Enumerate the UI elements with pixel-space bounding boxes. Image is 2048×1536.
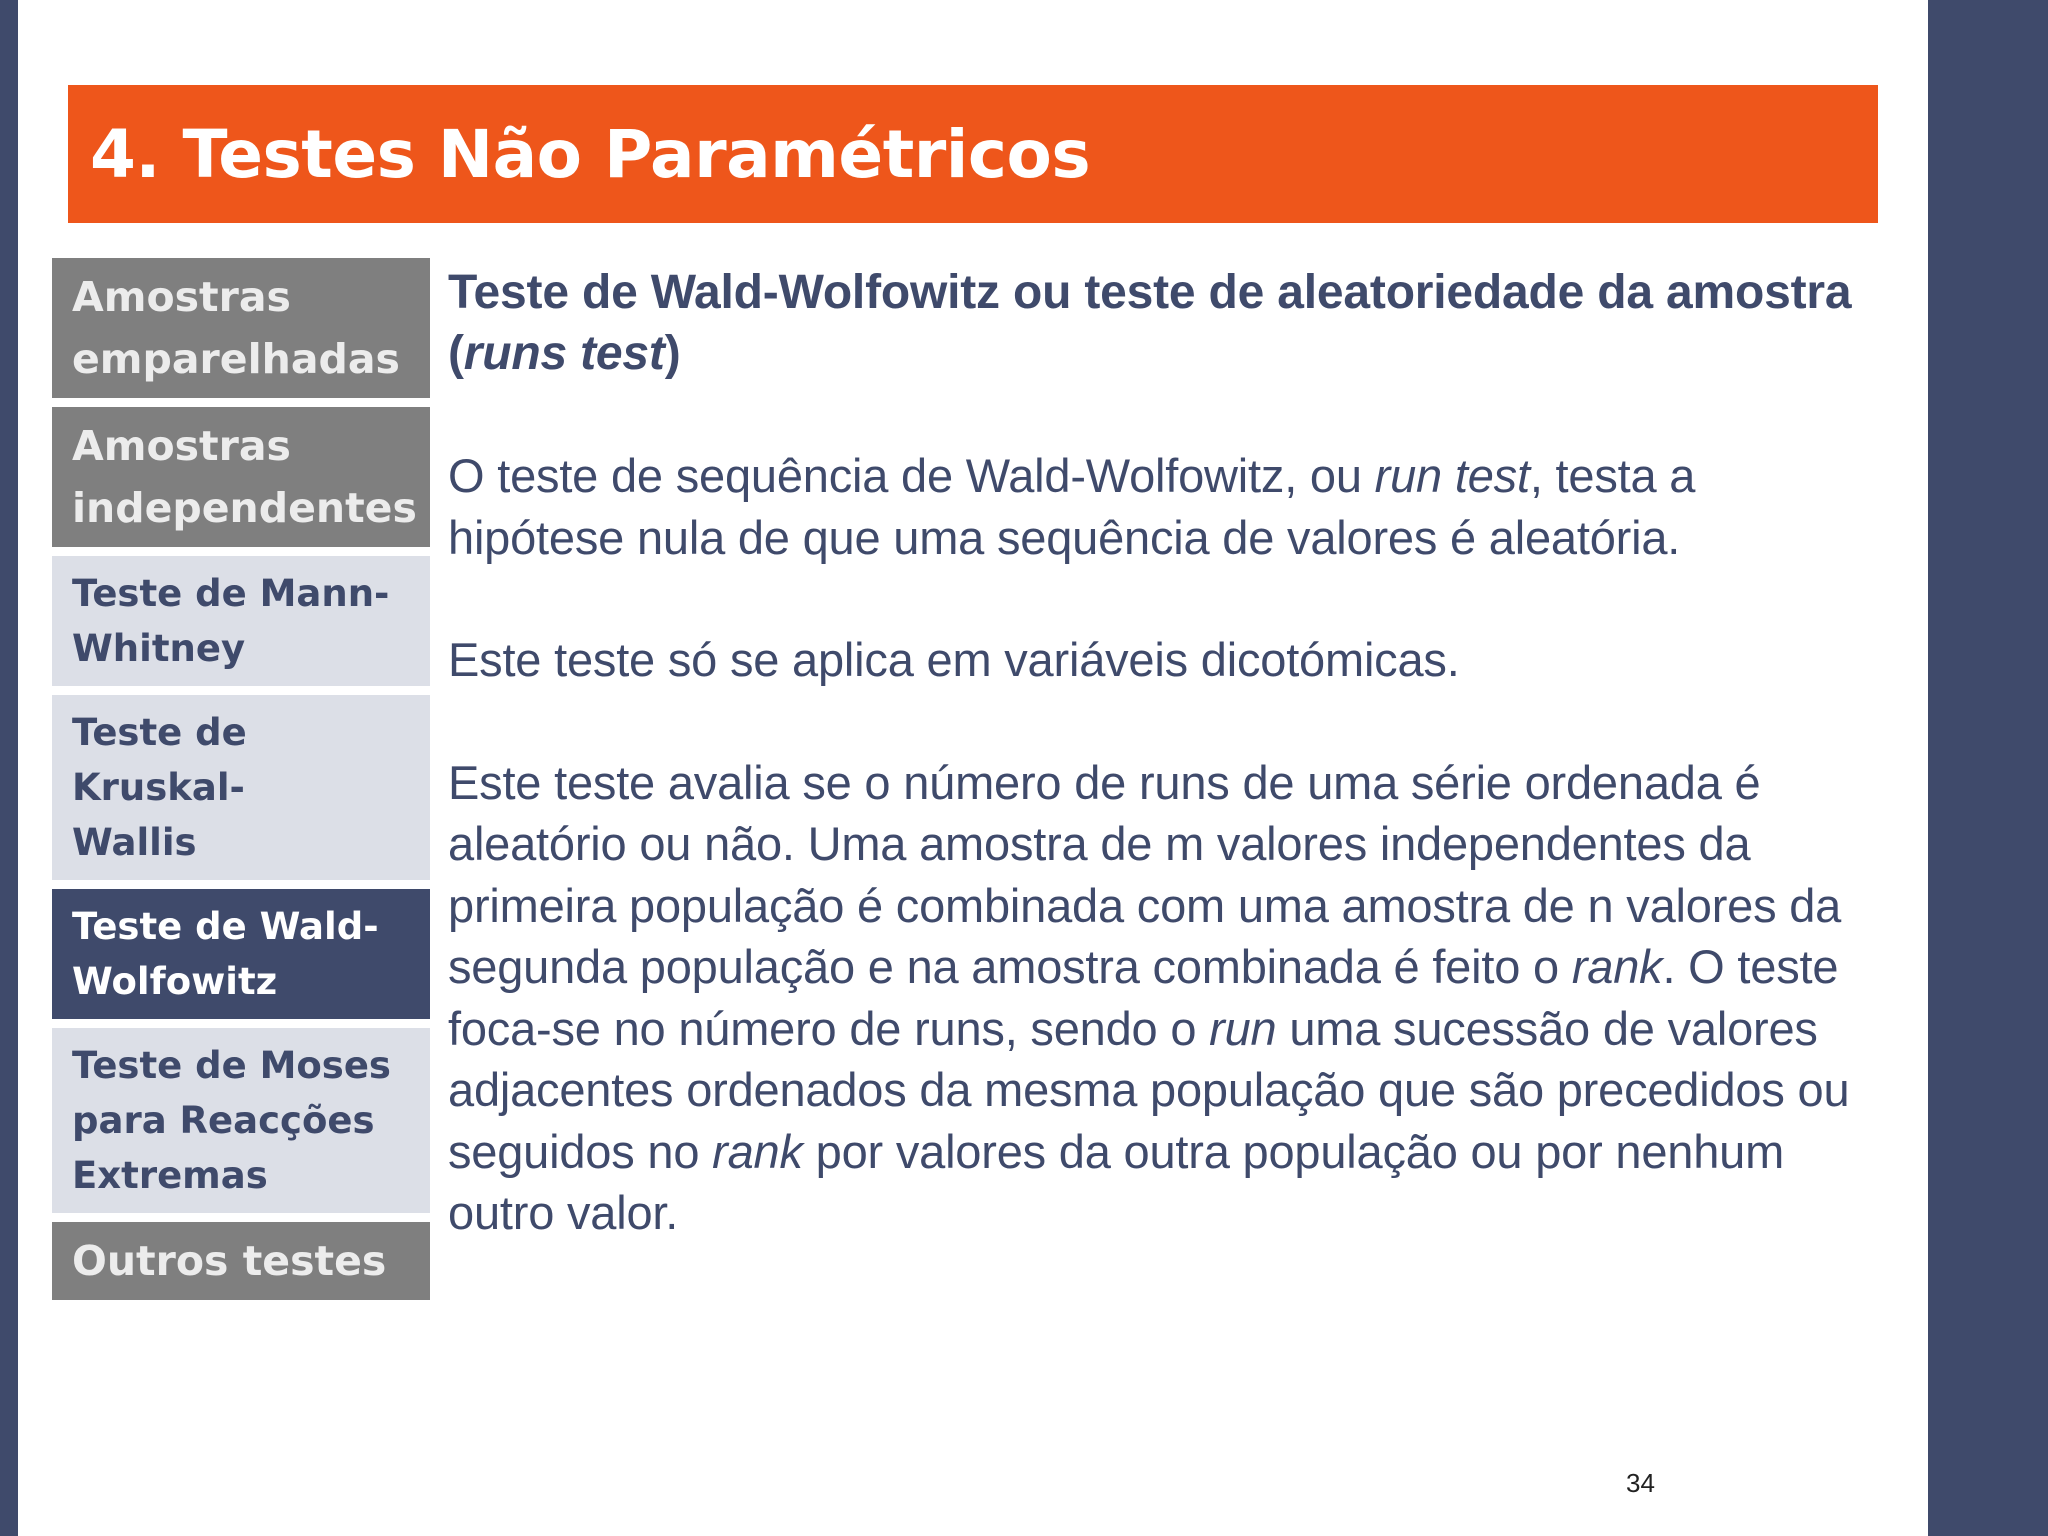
sidebar-item-outros-testes[interactable]: [52, 1222, 430, 1300]
text-run: ): [664, 327, 681, 380]
slide-content: [448, 262, 1868, 1244]
sidebar-item-label: [72, 1038, 391, 1203]
text-run: Este teste só se aplica em variáveis dicotómicas.: [448, 633, 1460, 686]
sidebar-item-label: [72, 705, 414, 870]
text-run: por valores da outra população ou por nenhum outro valor.: [448, 1124, 1785, 1239]
sidebar-item-label-line: Teste de Moses: [72, 1044, 391, 1087]
sidebar-item-label-line: Teste de Kruskal-: [72, 711, 247, 809]
text-run: . O teste foca-se no número de runs, sendo o: [448, 940, 1839, 1055]
slide-title-bar: [68, 85, 1878, 223]
sidebar-item-teste-de-mann-whitney[interactable]: [52, 556, 430, 686]
sidebar-item-label-line: Whitney: [72, 627, 246, 670]
sidebar-item-label-line: Amostras: [72, 422, 291, 470]
sidebar-item-label-line: Wallis: [72, 821, 197, 864]
sidebar-item-label: [72, 266, 400, 390]
sidebar-item-label-line: Outros testes: [72, 1237, 387, 1285]
sidebar-item-teste-de-kruskal-wallis[interactable]: [52, 695, 430, 880]
text-run: Este teste avalia se o número de runs de uma série ordenada é aleatório ou não. Uma amostra de m valores independentes da primeira população é combinada com uma amostra de n valores da segunda população e na amostra combinada é feito o: [448, 755, 1842, 993]
sidebar-item-label-line: Teste de Wald-: [72, 905, 379, 948]
sidebar-item-label-line: para Reacções: [72, 1099, 375, 1142]
slide-title: 4. Testes Não Paramétricos: [90, 115, 1091, 193]
sidebar-nav: [52, 258, 430, 1309]
content-heading: [448, 262, 1868, 384]
emphasis-text: rank: [712, 1124, 803, 1178]
sidebar-item-label-line: independentes: [72, 484, 417, 532]
text-run: O teste de sequência de Wald-Wolfowitz, ou: [448, 449, 1375, 502]
sidebar-item-label-line: Teste de Mann-: [72, 572, 390, 615]
sidebar-item-label-line: emparelhadas: [72, 335, 400, 383]
sidebar-item-label-line: Extremas: [72, 1154, 268, 1197]
sidebar-item-amostras-emparelhadas[interactable]: [52, 258, 430, 398]
text-run: , testa a hipótese nula de que uma sequência de valores é aleatória.: [448, 449, 1696, 564]
sidebar-item-label-line: Wolfowitz: [72, 960, 278, 1003]
right-border-bar: [1928, 0, 2048, 1536]
content-paragraph: [448, 445, 1868, 568]
content-paragraphs: [448, 445, 1868, 1244]
content-paragraph: [448, 629, 1868, 691]
text-run: uma sucessão de valores adjacentes ordenados da mesma população que são precedidos ou seguidos no: [448, 1001, 1850, 1178]
sidebar-item-teste-de-moses-para-reaccoes-extremas[interactable]: [52, 1028, 430, 1213]
sidebar-item-label: [72, 415, 417, 539]
sidebar-item-amostras-independentes[interactable]: [52, 407, 430, 547]
emphasis-text: run: [1209, 1001, 1277, 1055]
page-number: 34: [1626, 1468, 1655, 1498]
left-border-bar: [0, 0, 18, 1536]
sidebar-item-label: [72, 1230, 386, 1292]
emphasis-text: runs test: [463, 327, 665, 380]
sidebar-item-label: [72, 566, 389, 676]
emphasis-text: rank: [1571, 940, 1663, 993]
sidebar-item-label: [72, 899, 379, 1009]
content-paragraph: [448, 752, 1868, 1244]
sidebar-item-teste-de-wald-wolfowitz[interactable]: [52, 889, 430, 1019]
emphasis-text: run test: [1374, 449, 1530, 502]
sidebar-item-label-line: Amostras: [72, 273, 291, 321]
text-run: Teste de Wald-Wolfowitz ou teste de aleatoriedade da amostra (: [448, 266, 1852, 380]
